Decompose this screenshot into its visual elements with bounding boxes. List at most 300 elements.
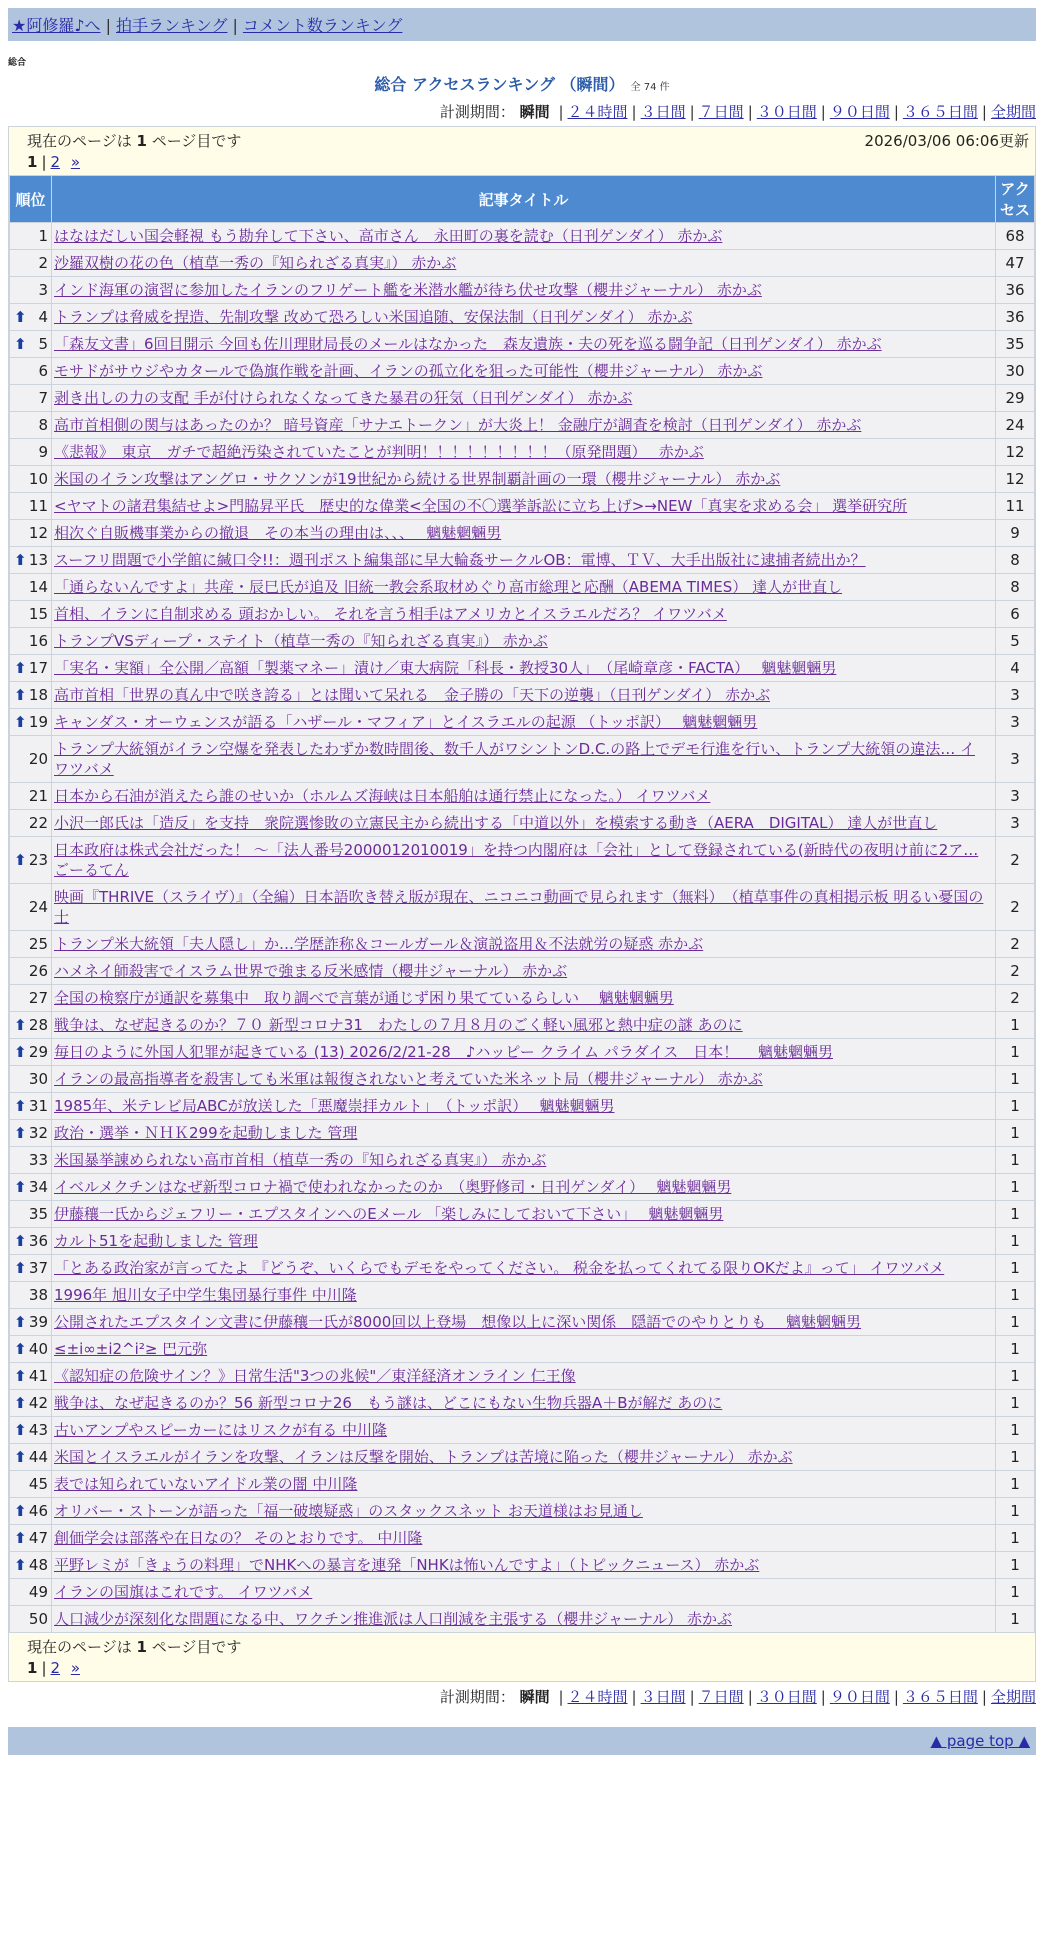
article-link[interactable]: 戦争は、なぜ起きるのか？７０ 新型コロナ31 わたしの７月８月のごく軽い風邪と熱中症の謎 あのに (54, 1016, 743, 1034)
rank-up-arrow-icon: ⬆ (14, 1124, 27, 1142)
title-cell (52, 1471, 996, 1498)
access-count: 8 (996, 574, 1035, 601)
article-link[interactable]: トランプ米大統領「夫人隠し」か…学歴詐称＆コールガール＆演説盗用＆不法就労の疑惑 赤かぶ (54, 935, 704, 953)
article-link[interactable]: 相次ぐ自販機事業からの撤退 その本当の理由は、、、 魑魅魍魎男 (54, 524, 502, 542)
article-link[interactable]: トランプVSディープ・ステイト（植草一秀の『知られざる真実』） 赤かぶ (54, 632, 548, 650)
article-link[interactable]: 表では知られていないアイドル業の闇 中川隆 (54, 1475, 358, 1493)
article-link[interactable]: 日本政府は株式会社だった！ ～「法人番号2000012010019」を持つ内閣府は「会社」として登録されている(新時代の夜明け前に2ア… ごーるてん (54, 841, 979, 879)
page-status: 現在のページは 1 ページ目です (27, 132, 242, 150)
nav-separator: | (105, 16, 111, 35)
rank-number: 22 (28, 814, 48, 832)
period-separator: | (981, 103, 987, 121)
rank-cell (10, 358, 52, 385)
title-cell (52, 1282, 996, 1309)
article-link[interactable]: 高市首相側の関与はあったのか？ 暗号資産「サナエトークン」が大炎上！ 金融庁が調査を検討（日刊ゲンダイ） 赤かぶ (54, 416, 862, 434)
period-link[interactable]: ３０日間 (756, 103, 817, 121)
article-link[interactable]: 1996年 旭川女子中学生集団暴行事件 中川隆 (54, 1286, 357, 1304)
access-count: 24 (996, 412, 1035, 439)
rank-number: 5 (38, 335, 48, 353)
table-row (10, 385, 1035, 412)
title-cell (52, 412, 996, 439)
period-link[interactable]: ９０日間 (829, 1688, 890, 1706)
rank-up-arrow-icon: ⬆ (14, 1448, 27, 1466)
period-link[interactable]: ２４時間 (567, 103, 628, 121)
article-link[interactable]: はなはだしい国会軽視 もう勘弁して下さい、高市さん 永田町の裏を読む（日刊ゲンダイ） 赤かぶ (54, 227, 723, 245)
rank-cell (10, 385, 52, 412)
table-row (10, 837, 1035, 884)
title-cell (52, 1498, 996, 1525)
access-count: 1 (996, 1390, 1035, 1417)
table-row (10, 1498, 1035, 1525)
rank-cell (10, 466, 52, 493)
table-row (10, 1012, 1035, 1039)
table-row (10, 493, 1035, 520)
access-count: 3 (996, 736, 1035, 783)
title-cell (52, 250, 996, 277)
access-count: 36 (996, 277, 1035, 304)
rank-up-arrow-icon: ⬆ (14, 335, 27, 353)
rank-up-arrow-icon: ⬆ (14, 1502, 27, 1520)
table-row (10, 1417, 1035, 1444)
rank-number: 33 (28, 1151, 48, 1169)
table-row (10, 1579, 1035, 1606)
title-cell (52, 1066, 996, 1093)
article-link[interactable]: 首相、イランに自制求める 頭おかしい。 それを言う相手はアメリカとイスラエルだろ？ イワツバメ (54, 605, 727, 623)
period-separator: | (820, 103, 826, 121)
rank-number: 7 (38, 389, 48, 407)
rank-up-arrow-icon: ⬆ (14, 659, 27, 677)
rank-cell (10, 1201, 52, 1228)
period-current: 瞬間 (519, 103, 550, 121)
rank-up-arrow-icon: ⬆ (14, 1016, 27, 1034)
article-link[interactable]: イベルメクチンはなぜ新型コロナ禍で使われなかったのか （奥野修司・日刊ゲンダイ） 魑魅魍魎男 (54, 1178, 732, 1196)
ranking-table (9, 175, 1035, 1633)
rank-cell (10, 1525, 52, 1552)
rank-number: 23 (28, 851, 48, 869)
rank-number: 18 (28, 686, 48, 704)
access-count: 1 (996, 1525, 1035, 1552)
title-cell (52, 958, 996, 985)
table-row (10, 331, 1035, 358)
updated-time: 2026/03/06 06:06更新 (864, 132, 1029, 150)
table-row (10, 601, 1035, 628)
title-cell (52, 783, 996, 810)
title-cell (52, 709, 996, 736)
table-row (10, 1309, 1035, 1336)
table-row (10, 412, 1035, 439)
table-row (10, 1201, 1035, 1228)
rank-number: 42 (28, 1394, 48, 1412)
pager-top: 現在のページは 1 ページ目です 2026/03/06 06:06更新 1 | 2 » (9, 127, 1035, 175)
rank-number: 40 (28, 1340, 48, 1358)
title-cell (52, 385, 996, 412)
rank-up-arrow-icon: ⬆ (14, 1043, 27, 1061)
rank-cell (10, 1093, 52, 1120)
article-link[interactable]: 高市首相「世界の真ん中で咲き誇る」とは聞いて呆れる 金子勝の「天下の逆襲」（日刊ゲンダイ） 赤かぶ (54, 686, 771, 704)
rank-number: 17 (28, 659, 48, 677)
access-count: 2 (996, 884, 1035, 931)
rank-number: 11 (28, 497, 48, 515)
table-row (10, 1093, 1035, 1120)
access-count: 1 (996, 1552, 1035, 1579)
article-link[interactable]: 小沢一郎氏は「造反」を支持 衆院選惨敗の立憲民主から続出する「中道以外」を模索する動き（AERA DIGITAL） 達人が世直し (54, 814, 938, 832)
access-count: 9 (996, 520, 1035, 547)
title-cell (52, 1039, 996, 1066)
rank-up-arrow-icon: ⬆ (14, 851, 27, 869)
title-cell (52, 223, 996, 250)
article-link[interactable]: 全国の検察庁が通訳を募集中 取り調べで言葉が通じず困り果てているらしい 魑魅魍魎男 (54, 989, 674, 1007)
title-cell (52, 1390, 996, 1417)
period-link[interactable]: ２４時間 (567, 1688, 628, 1706)
period-link[interactable]: ７日間 (698, 1688, 744, 1706)
top-nav (8, 8, 1036, 41)
rank-cell (10, 709, 52, 736)
title-cell (52, 1120, 996, 1147)
rank-number: 32 (28, 1124, 48, 1142)
rank-cell (10, 439, 52, 466)
period-link[interactable]: ３６５日間 (902, 1688, 978, 1706)
title-cell (52, 985, 996, 1012)
rank-up-arrow-icon: ⬆ (14, 551, 27, 569)
table-row (10, 736, 1035, 783)
ranking-body (10, 223, 1035, 1633)
article-link[interactable]: オリバー・ストーンが語った「福一破壊疑惑」のスタックスネット お天道様はお見通し (54, 1502, 643, 1520)
article-link[interactable]: 米国のイラン攻撃はアングロ・サクソンが19世紀から続ける世界制覇計画の一環（櫻井ジャーナル） 赤かぶ (54, 470, 781, 488)
table-row (10, 1606, 1035, 1633)
rank-number: 36 (28, 1232, 48, 1250)
rank-number: 10 (28, 470, 48, 488)
next-page-link[interactable]: » (70, 153, 81, 171)
clap-ranking-link[interactable]: 拍手ランキング (115, 16, 228, 35)
period-separator: | (631, 103, 637, 121)
rank-cell (10, 1552, 52, 1579)
article-link[interactable]: ハメネイ師殺害でイスラム世界で強まる反米感情（櫻井ジャーナル） 赤かぶ (54, 962, 568, 980)
rank-number: 25 (28, 935, 48, 953)
page-title-text: 総合 アクセスランキング （瞬間） (374, 75, 625, 94)
article-link[interactable]: イランの国旗はこれです。 イワツバメ (54, 1583, 313, 1601)
access-count: 2 (996, 837, 1035, 884)
table-row (10, 1228, 1035, 1255)
rank-number: 48 (28, 1556, 48, 1574)
rank-number: 15 (28, 605, 48, 623)
page-current: 1 (27, 1659, 38, 1677)
rank-number: 28 (28, 1016, 48, 1034)
rank-number: 6 (38, 362, 48, 380)
table-row (10, 1471, 1035, 1498)
table-row (10, 1444, 1035, 1471)
article-link[interactable]: <ヤマトの諸君集結せよ>門脇昇平氏 歴史的な偉業<全国の不〇選挙訴訟に立ち上げ>→NEW「真実を求める会」 選挙研究所 (54, 497, 908, 515)
article-link[interactable]: モサドがサウジやカタールで偽旗作戦を計画、イランの孤立化を狙った可能性（櫻井ジャーナル） 赤かぶ (54, 362, 763, 380)
article-link[interactable]: イランの最高指導者を殺害しても米軍は報復されないと考えていた米ネット局（櫻井ジャーナル） 赤かぶ (54, 1070, 763, 1088)
access-count: 3 (996, 709, 1035, 736)
home-link[interactable]: ★阿修羅♪へ (12, 16, 101, 35)
title-cell (52, 1012, 996, 1039)
table-row (10, 223, 1035, 250)
rank-cell (10, 547, 52, 574)
article-link[interactable]: 毎日のように外国人犯罪が起きている (13) 2026/2/21-28 ♪ハッピー クライム パラダイス 日本！ 魑魅魍魎男 (54, 1043, 833, 1061)
table-row (10, 1282, 1035, 1309)
rank-cell (10, 493, 52, 520)
access-count: 1 (996, 1309, 1035, 1336)
page-2-link[interactable]: 2 (50, 1659, 61, 1677)
rank-number: 49 (28, 1583, 48, 1601)
period-separator: | (689, 103, 695, 121)
access-count: 5 (996, 628, 1035, 655)
rank-cell (10, 884, 52, 931)
period-separator: | (820, 1688, 826, 1706)
rank-cell (10, 1228, 52, 1255)
title-cell (52, 1255, 996, 1282)
rank-up-arrow-icon: ⬆ (14, 686, 27, 704)
access-count: 1 (996, 1417, 1035, 1444)
period-selector (8, 101, 1036, 122)
rank-number: 44 (28, 1448, 48, 1466)
title-cell (52, 277, 996, 304)
rank-number: 35 (28, 1205, 48, 1223)
title-cell (52, 601, 996, 628)
section-tag: 総合 (8, 58, 27, 68)
period-link[interactable]: 全期間 (990, 1688, 1036, 1706)
title-cell (52, 1363, 996, 1390)
access-count: 1 (996, 1093, 1035, 1120)
next-page-link[interactable]: » (70, 1659, 81, 1677)
period-current: 瞬間 (519, 1688, 550, 1706)
article-link[interactable]: 沙羅双樹の花の色（植草一秀の『知られざる真実』） 赤かぶ (54, 254, 457, 272)
period-separator: | (558, 1688, 564, 1706)
rank-cell (10, 1012, 52, 1039)
table-row (10, 884, 1035, 931)
rank-cell (10, 931, 52, 958)
title-cell (52, 493, 996, 520)
comment-ranking-link[interactable]: コメント数ランキング (242, 16, 403, 35)
title-cell (52, 1525, 996, 1552)
rank-number: 16 (28, 632, 48, 650)
title-cell (52, 358, 996, 385)
access-count: 1 (996, 1120, 1035, 1147)
article-link[interactable]: 人口減少が深刻化な問題になる中、ワクチン推進派は人口削減を主張する（櫻井ジャーナル） 赤かぶ (54, 1610, 732, 1628)
rank-cell (10, 1471, 52, 1498)
rank-cell (10, 1282, 52, 1309)
article-link[interactable]: 《認知症の危険サイン？》日常生活"3つの兆候"／東洋経済オンライン 仁王像 (54, 1367, 576, 1385)
article-link[interactable]: 《悲報》 東京 ガチで超絶汚染されていたことが判明！！！！！！！！！（原発問題） 赤かぶ (54, 443, 704, 461)
title-cell (52, 304, 996, 331)
access-count: 8 (996, 547, 1035, 574)
article-link[interactable]: 創価学会は部落や在日なの？ そのとおりです。 中川隆 (54, 1529, 423, 1547)
access-count: 1 (996, 1201, 1035, 1228)
table-row (10, 1390, 1035, 1417)
title-cell (52, 574, 996, 601)
period-link[interactable]: ３０日間 (756, 1688, 817, 1706)
page-title (0, 72, 1044, 95)
access-count: 12 (996, 466, 1035, 493)
title-cell (52, 655, 996, 682)
title-cell (52, 736, 996, 783)
article-link[interactable]: 映画『THRIVE（スライヴ）』（全編）日本語吹き替え版が現在、ニコニコ動画で見られます（無料） （植草事件の真相掲示板 明るい憂国の士 (54, 888, 984, 926)
rank-number: 43 (28, 1421, 48, 1439)
title-cell (52, 682, 996, 709)
access-count: 11 (996, 493, 1035, 520)
rank-number: 38 (28, 1286, 48, 1304)
access-count: 1 (996, 1039, 1035, 1066)
table-row (10, 1255, 1035, 1282)
rank-number: 30 (28, 1070, 48, 1088)
period-links (554, 103, 1036, 121)
rank-up-arrow-icon: ⬆ (14, 1421, 27, 1439)
access-count: 1 (996, 1147, 1035, 1174)
period-link[interactable]: ３日間 (640, 103, 686, 121)
table-row (10, 574, 1035, 601)
period-link[interactable]: ３日間 (640, 1688, 686, 1706)
article-link[interactable]: インド海軍の演習に参加したイランのフリゲート艦を米潜水艦が待ち伏せ攻撃（櫻井ジャーナル） 赤かぶ (54, 281, 762, 299)
title-cell (52, 628, 996, 655)
table-row (10, 810, 1035, 837)
article-link[interactable]: 戦争は、なぜ起きるのか？56 新型コロナ26 もう謎は、どこにもない生物兵器A＋Bが解だ あのに (54, 1394, 723, 1412)
article-link[interactable]: 伊藤穰一氏からジェフリー・エプスタインへのEメール 「楽しみにしておいて下さい」 魑魅魍魎男 (54, 1205, 724, 1223)
access-count: 2 (996, 985, 1035, 1012)
period-separator: | (893, 103, 899, 121)
article-link[interactable]: トランプは脅威を捏造、先制攻撃 改めて恐ろしい米国追随、安保法制（日刊ゲンダイ） 赤かぶ (54, 308, 693, 326)
article-link[interactable]: 剥き出しの力の支配 手が付けられなくなってきた暴君の狂気（日刊ゲンダイ） 赤かぶ (54, 389, 633, 407)
page-top-link[interactable]: ▲ page top ▲ (930, 1732, 1030, 1750)
article-link[interactable]: 政治・選挙・ＮＨＫ299を起動しました 管理 (54, 1124, 358, 1142)
title-cell (52, 1606, 996, 1633)
rank-cell (10, 783, 52, 810)
period-link[interactable]: ７日間 (698, 103, 744, 121)
article-link[interactable]: 公開されたエプスタイン文書に伊藤穰一氏が8000回以上登場 想像以上に深い関係 隠語でのやりとりも 魑魅魍魎男 (54, 1313, 862, 1331)
article-link[interactable]: 古いアンプやスピーカーにはリスクが有る 中川隆 (54, 1421, 387, 1439)
table-row (10, 1120, 1035, 1147)
rank-number: 41 (28, 1367, 48, 1385)
rank-number: 1 (38, 227, 48, 245)
article-link[interactable]: 「森友文書」6回目開示 今回も佐川理財局長のメールはなかった 森友遺族・夫の死を巡る闘争記（日刊ゲンダイ） 赤かぶ (54, 335, 882, 353)
article-link[interactable]: 米国暴挙諌められない高市首相（植草一秀の『知られざる真実』） 赤かぶ (54, 1151, 547, 1169)
period-link[interactable]: 全期間 (990, 103, 1036, 121)
table-row (10, 709, 1035, 736)
article-link[interactable]: 平野レミが「きょうの料理」でNHKへの暴言を連発「NHKは怖いんですよ」（トピックニュース） 赤かぶ (54, 1556, 760, 1574)
title-cell (52, 810, 996, 837)
period-separator: | (981, 1688, 987, 1706)
article-link[interactable]: スーフリ問題で小学館に緘口令!!：週刊ポスト編集部に早大輪姦サークルOB：電博、ＴＶ、大手出版社に逮捕者続出か？ (54, 551, 866, 569)
rank-number: 24 (28, 898, 48, 916)
access-count: 3 (996, 783, 1035, 810)
rank-number: 29 (28, 1043, 48, 1061)
table-row (10, 1039, 1035, 1066)
access-count: 1 (996, 1066, 1035, 1093)
period-label: 計測期間： (439, 1688, 515, 1706)
title-cell (52, 547, 996, 574)
access-count: 3 (996, 682, 1035, 709)
rank-number: 13 (28, 551, 48, 569)
rank-cell (10, 1174, 52, 1201)
article-link[interactable]: 日本から石油が消えたら誰のせいか（ホルムズ海峡は日本船舶は通行禁止になった。） イワツバメ (54, 787, 711, 805)
access-count: 1 (996, 1012, 1035, 1039)
access-count: 1 (996, 1579, 1035, 1606)
period-selector-bottom (8, 1686, 1036, 1707)
article-link[interactable]: 「実名・実額」全公開／高額「製薬マネー」漬け／東大病院「科長・教授30人」 （尾崎章彦・FACTA） 魑魅魍魎男 (54, 659, 837, 677)
access-count: 35 (996, 331, 1035, 358)
period-separator: | (689, 1688, 695, 1706)
table-row (10, 682, 1035, 709)
rank-up-arrow-icon: ⬆ (14, 1313, 27, 1331)
page-current: 1 (27, 153, 38, 171)
article-link[interactable]: 「とある政治家が言ってたよ 『どうぞ、いくらでもデモをやってください。 税金を払ってくれてる限りOKだよ』って」 イワツバメ (54, 1259, 945, 1277)
period-links (554, 1688, 1036, 1706)
rank-number: 8 (38, 416, 48, 434)
rank-number: 9 (38, 443, 48, 461)
rank-number: 4 (38, 308, 48, 326)
article-link[interactable]: 「通らないんですよ」共産・辰巳氏が追及 旧統一教会系取材めぐり高市総理と応酬（ABEMA TIMES） 達人が世直し (54, 578, 843, 596)
rank-cell (10, 1606, 52, 1633)
rank-up-arrow-icon: ⬆ (14, 1340, 27, 1358)
ranking-container (8, 126, 1036, 1682)
rank-cell (10, 682, 52, 709)
access-count: 1 (996, 1174, 1035, 1201)
access-count: 36 (996, 304, 1035, 331)
period-link[interactable]: ９０日間 (829, 103, 890, 121)
rank-number: 37 (28, 1259, 48, 1277)
access-count: 68 (996, 223, 1035, 250)
title-cell (52, 1228, 996, 1255)
article-link[interactable]: ≤±i∞±i2^i²≥ 巴元弥 (54, 1340, 208, 1358)
title-cell (52, 931, 996, 958)
table-row (10, 304, 1035, 331)
access-count: 2 (996, 958, 1035, 985)
table-row (10, 1147, 1035, 1174)
table-row (10, 277, 1035, 304)
rank-number: 19 (28, 713, 48, 731)
total-count: 全 74 件 (630, 82, 670, 93)
nav-separator: | (232, 16, 238, 35)
rank-up-arrow-icon: ⬆ (14, 1178, 27, 1196)
rank-cell (10, 601, 52, 628)
article-link[interactable]: 1985年、米テレビ局ABCが放送した「悪魔崇拝カルト」 （トッポ訳） 魑魅魍魎男 (54, 1097, 615, 1115)
rank-number: 14 (28, 578, 48, 596)
access-count: 1 (996, 1282, 1035, 1309)
access-count: 1 (996, 1498, 1035, 1525)
table-row (10, 958, 1035, 985)
period-separator: | (893, 1688, 899, 1706)
table-row (10, 985, 1035, 1012)
rank-number: 46 (28, 1502, 48, 1520)
table-row (10, 1174, 1035, 1201)
rank-cell (10, 277, 52, 304)
rank-cell (10, 1417, 52, 1444)
page-2-link[interactable]: 2 (50, 153, 61, 171)
rank-number: 47 (28, 1529, 48, 1547)
rank-cell (10, 1444, 52, 1471)
title-cell (52, 1417, 996, 1444)
article-link[interactable]: トランプ大統領がイラン空爆を発表したわずか数時間後、数千人がワシントンD.C.の路上でデモ行進を行い、トランプ大統領の違法… イワツバメ (54, 740, 975, 778)
rank-cell (10, 628, 52, 655)
title-cell (52, 1201, 996, 1228)
title-cell (52, 837, 996, 884)
rank-number: 21 (28, 787, 48, 805)
title-cell (52, 1147, 996, 1174)
rank-up-arrow-icon: ⬆ (14, 713, 27, 731)
rank-cell (10, 1147, 52, 1174)
article-link[interactable]: キャンダス・オーウェンスが語る「ハザール・マフィア」とイスラエルの起源 （トッポ訳） 魑魅魍魎男 (54, 713, 758, 731)
period-link[interactable]: ３６５日間 (902, 103, 978, 121)
rank-number: 50 (28, 1610, 48, 1628)
article-link[interactable]: カルト51を起動しました 管理 (54, 1232, 258, 1250)
header-access: アクセス (996, 176, 1035, 223)
rank-cell (10, 1579, 52, 1606)
rank-up-arrow-icon: ⬆ (14, 1232, 27, 1250)
rank-cell (10, 412, 52, 439)
article-link[interactable]: 米国とイスラエルがイランを攻撃、イランは反撃を開始、トランプは苦境に陥った（櫻井ジャーナル） 赤かぶ (54, 1448, 793, 1466)
table-row (10, 1336, 1035, 1363)
access-count: 2 (996, 931, 1035, 958)
